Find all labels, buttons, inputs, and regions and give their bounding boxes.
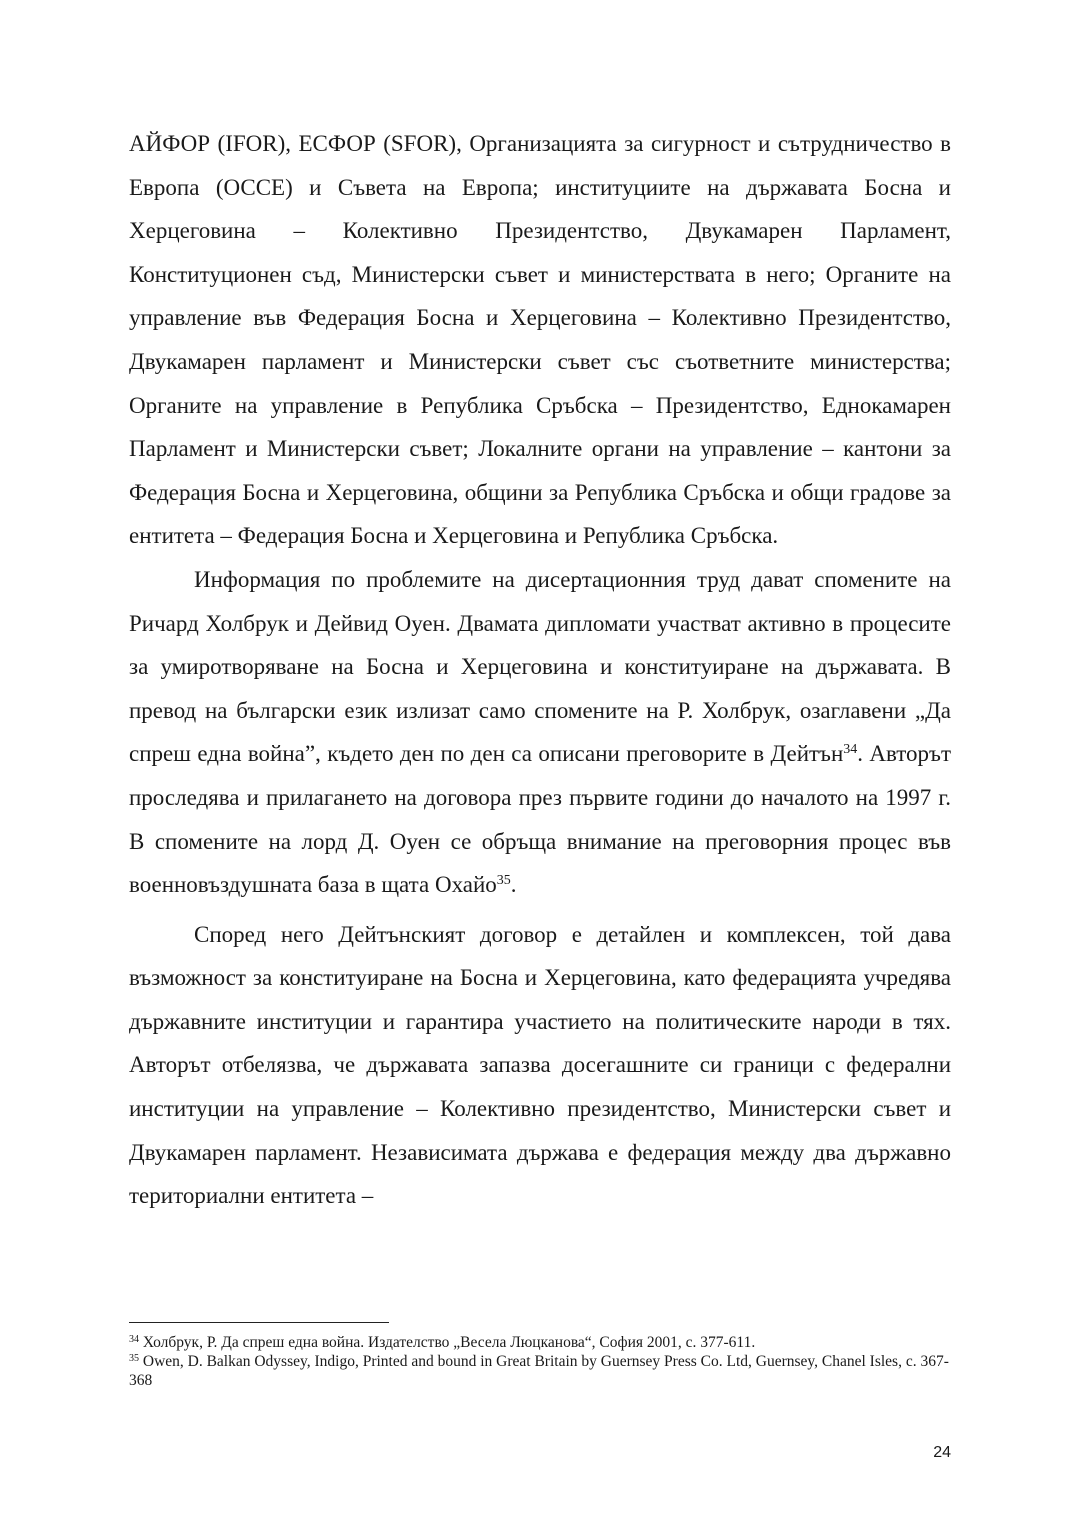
paragraph-3 — [129, 913, 951, 1218]
paragraph-2-text-a: Информация по проблемите на дисертационния труд дават спомените на Ричард Холбрук и Дейвид Оуен. Двамата дипломати участват активно в процесите за умиротворяване на Босна и Херцеговина и конституиране на държавата. В превод на български език излизат само спомените на Р. Холбрук, озаглавени „Да спреш една война”, където ден по ден са описани преговорите в Дейтън — [129, 566, 951, 767]
footnote-ref-34[interactable]: 34 — [843, 742, 858, 758]
paragraph-3-text: Според него Дейтънският договор е детайлен и комплексен, той дава възможност за конституиране на Босна и Херцеговина, като федерацията учредява държавните институции и гарантира участието на политическите народи в тях. Авторът отбелязва, че държавата запазва досегашните си граници с федерални институции на управление – Колективно президентство, Министерски съвет и Двукамарен парламент. Независимата държава е федерация между два държавно териториални ентитета – — [129, 921, 951, 1209]
footnote-number: 35 — [129, 1353, 139, 1364]
footnote-text: Холбрук, Р. Да спреш една война. Издателство „Весела Люцканова“, София 2001, с. 377-611. — [139, 1334, 756, 1351]
paragraph-1-text: АЙФОР (IFOR), ЕСФОР (SFOR), Организацията за сигурност и сътрудничество в Европа (ОССЕ) и Съвета на Европа; институциите на държавата Босна и Херцеговина – Колективно Президентство, Двукамарен Парламент, Конституционен съд, Министерски съвет и министерствата в него; Органите на управление във Федерация Босна и Херцеговина – Колективно Президентство, Двукамарен парламент и Министерски съвет със съответните министерства; Органите на управление в Република Сръбска – Президентство, Еднокамарен Парламент и Министерски съвет; Локалните органи на управление – кантони за Федерация Босна и Херцеговина, общини за Република Сръбска и общи градове за ентитета – Федерация Босна и Херцеговина и Република Сръбска. — [129, 131, 951, 549]
paragraph-2-text-c: . — [510, 872, 517, 898]
paragraph-2-text-b: . Авторът проследява и прилагането на договора през първите години до началото на 1997 г. В спомените на лорд Д. Оуен се обръща внимание на преговорния процес във военновъздушната база в щата Охайо — [129, 741, 952, 898]
page-number: 24 — [933, 1444, 951, 1461]
paragraph-2 — [129, 558, 951, 907]
footnote-ref-35[interactable]: 35 — [496, 873, 511, 889]
footnotes — [129, 1333, 951, 1390]
footnote-text: Owen, D. Balkan Odyssey, Indigo, Printed and bound in Great Britain by Guernsey Press Co. Ltd, Guernsey, Chanel Isles, с. 367-368 — [129, 1353, 949, 1389]
paragraph-1 — [129, 122, 951, 558]
footnote-number: 34 — [129, 1334, 139, 1345]
footnote-35 — [129, 1352, 951, 1390]
body-text — [129, 122, 951, 1218]
footnote-34 — [129, 1333, 951, 1352]
footnote-separator — [129, 1322, 389, 1323]
